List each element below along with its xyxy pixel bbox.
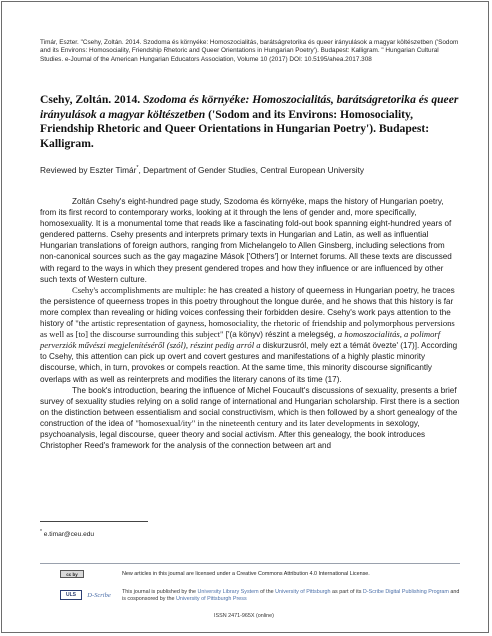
footnote — [40, 528, 95, 538]
publisher-text-1: This journal is published by the — [122, 589, 198, 595]
publisher-text-2: of the — [258, 589, 276, 595]
license-statement[interactable]: New articles in this journal are licensed under a Creative Commons Attribution 4.0 International License. — [122, 571, 370, 577]
body-paragraph-2 — [40, 285, 460, 385]
title-author-year: Csehy, Zoltán. 2014. — [40, 93, 144, 106]
p3-rest: sexology, psychoanalysis, legal discourse, queer theory and social activism. After this genealogy, the book introduces Christopher Reed's framework for the analysis of the connection between art and — [40, 418, 426, 451]
dscribe-logo-label: D-Scribe — [87, 591, 111, 599]
footnote-email[interactable]: e.timar@ceu.edu — [41, 531, 95, 538]
footer-divider — [40, 563, 460, 564]
uls-link[interactable]: University Library System — [197, 589, 259, 595]
creative-commons-badge-icon[interactable] — [60, 570, 84, 578]
uls-logo-label: ULS — [66, 592, 76, 598]
citation-header: Timár, Eszter. "Csehy, Zoltán. 2014. Szodoma és környéke: Homoszocialitás, barátságretorika és queer irányulások a magyar költészetben ('Sodom and its Environs: Homosociality, Friendship Rhetoric and Queer Orientations in Hungarian Poetry'). Budapest: Kalligram. " Hungarian Cultural Studies. e-Journal of the American Hungarian Educators Association, Volume 10 (2017) DOI: 10.5195/ahea.2017.308 — [40, 39, 459, 63]
pitt-link[interactable]: University of Pittsburgh — [275, 589, 331, 595]
cc-badge-label: cc by — [66, 571, 78, 577]
review-title — [40, 93, 462, 151]
issn: ISSN 2471-965X (online) — [214, 613, 274, 619]
reviewer-name: Reviewed by Eszter Timár — [40, 165, 137, 175]
footnote-divider — [40, 521, 148, 522]
dscribe-link[interactable]: D-Scribe Digital Publishing Program — [362, 589, 449, 595]
reviewer-footnote-mark[interactable]: * — [136, 165, 139, 172]
p3-serif-quote: "homosexual/ity" in the nineteenth century and its later developments in — [135, 417, 384, 428]
p3-text: The book's introduction, bearing the influence of Michel Foucault's discussions of sexuality, presents a brief survey of sexuality studies relying on a solid range of international and Hungarian scholarship. First there is a section on the distinction between essentialism and social constructivism, which is then followed by a short genealogy of the construction of the idea of — [40, 385, 460, 428]
review-body — [40, 196, 460, 451]
pitt-press-link[interactable]: University of Pittsburgh Press — [175, 596, 247, 603]
footnote-mark: * — [40, 528, 42, 535]
publisher-text-3: as part of its — [330, 589, 363, 595]
publisher-statement — [122, 589, 462, 603]
p2-serif-lead: Csehy's accomplishments are multiple: — [72, 284, 207, 295]
reviewer-line — [40, 165, 462, 175]
uls-logo-icon — [60, 590, 82, 600]
publisher-text-4: and is cosponsored by the — [122, 589, 460, 603]
reviewer-affiliation: , Department of Gender Studies, Central European University — [138, 165, 365, 175]
p2-text: he has created a history of queerness in Hungarian poetry, he traces the persistence of queerness tropes in this poetry throughout the longue durée, and he shows that this history is far more complex than revealing or hiding voices confessing their forbidden desire. Csehy's work pays attention to the history of — [40, 285, 455, 329]
p2-rest: diskurzusról, mely ezt a témát övezte' (17)]. According to Csehy, this attention can pick up overt and covert gestures and manifestations of a highly plastic minority discourse, which, in turn, provokes or compels reaction. At the same time, this minority discourse significantly overlaps with as well as reinterprets and modifies the literary canons of its time (17). — [40, 341, 458, 384]
p2-quote: "the artistic representation of gayness, homosociality, the rhetoric of friendship and polymorphous perversions as well as [to] the discourse surrounding this subject" — [40, 318, 455, 340]
p2-hungarian-start: ['(a könyv) részint a melegség, — [223, 330, 338, 340]
title-book-italic: Szodoma és környéke: Homoszocialitás, barátságretorika és queer irányulások a magyar költészetben — [40, 93, 459, 121]
body-paragraph-1: Zoltán Csehy's eight-hundred page study, Szodoma és környéke, maps the history of Hungarian poetry, from its first record to contemporary works, looking at it through the lens of gender and, more specifically, homosexuality. It is a monumental tome that reads like a fascinating fold-out book spanning eight-hundred years of gendered patterns. Csehy presents and interprets primary texts in Hungarian and Latin, as well as influential Hungarian translations of foreign authors, ranging from Michelangelo to Allen Ginsberg, including selections from non-canonical sources such as the gay magazine Mások ['Others'] or Internet forums. All these texts are discussed with regard to the ways in which they present gendered tropes and how they influence or are influenced by other such texts of Western culture. — [40, 197, 452, 284]
body-paragraph-3 — [40, 385, 460, 452]
dscribe-logo-icon — [86, 589, 112, 601]
title-translation: ('Sodom and its Environs: Homosociality, Friendship Rhetoric and Queer Orientations in Hungarian Poetry'). Budapest: Kalligram. — [40, 107, 430, 150]
p2-hungarian-italic: a homoszocialitás, a polimorf perverziók művészi megjelenítéséről (szól), részint pedig arról a — [40, 329, 441, 351]
